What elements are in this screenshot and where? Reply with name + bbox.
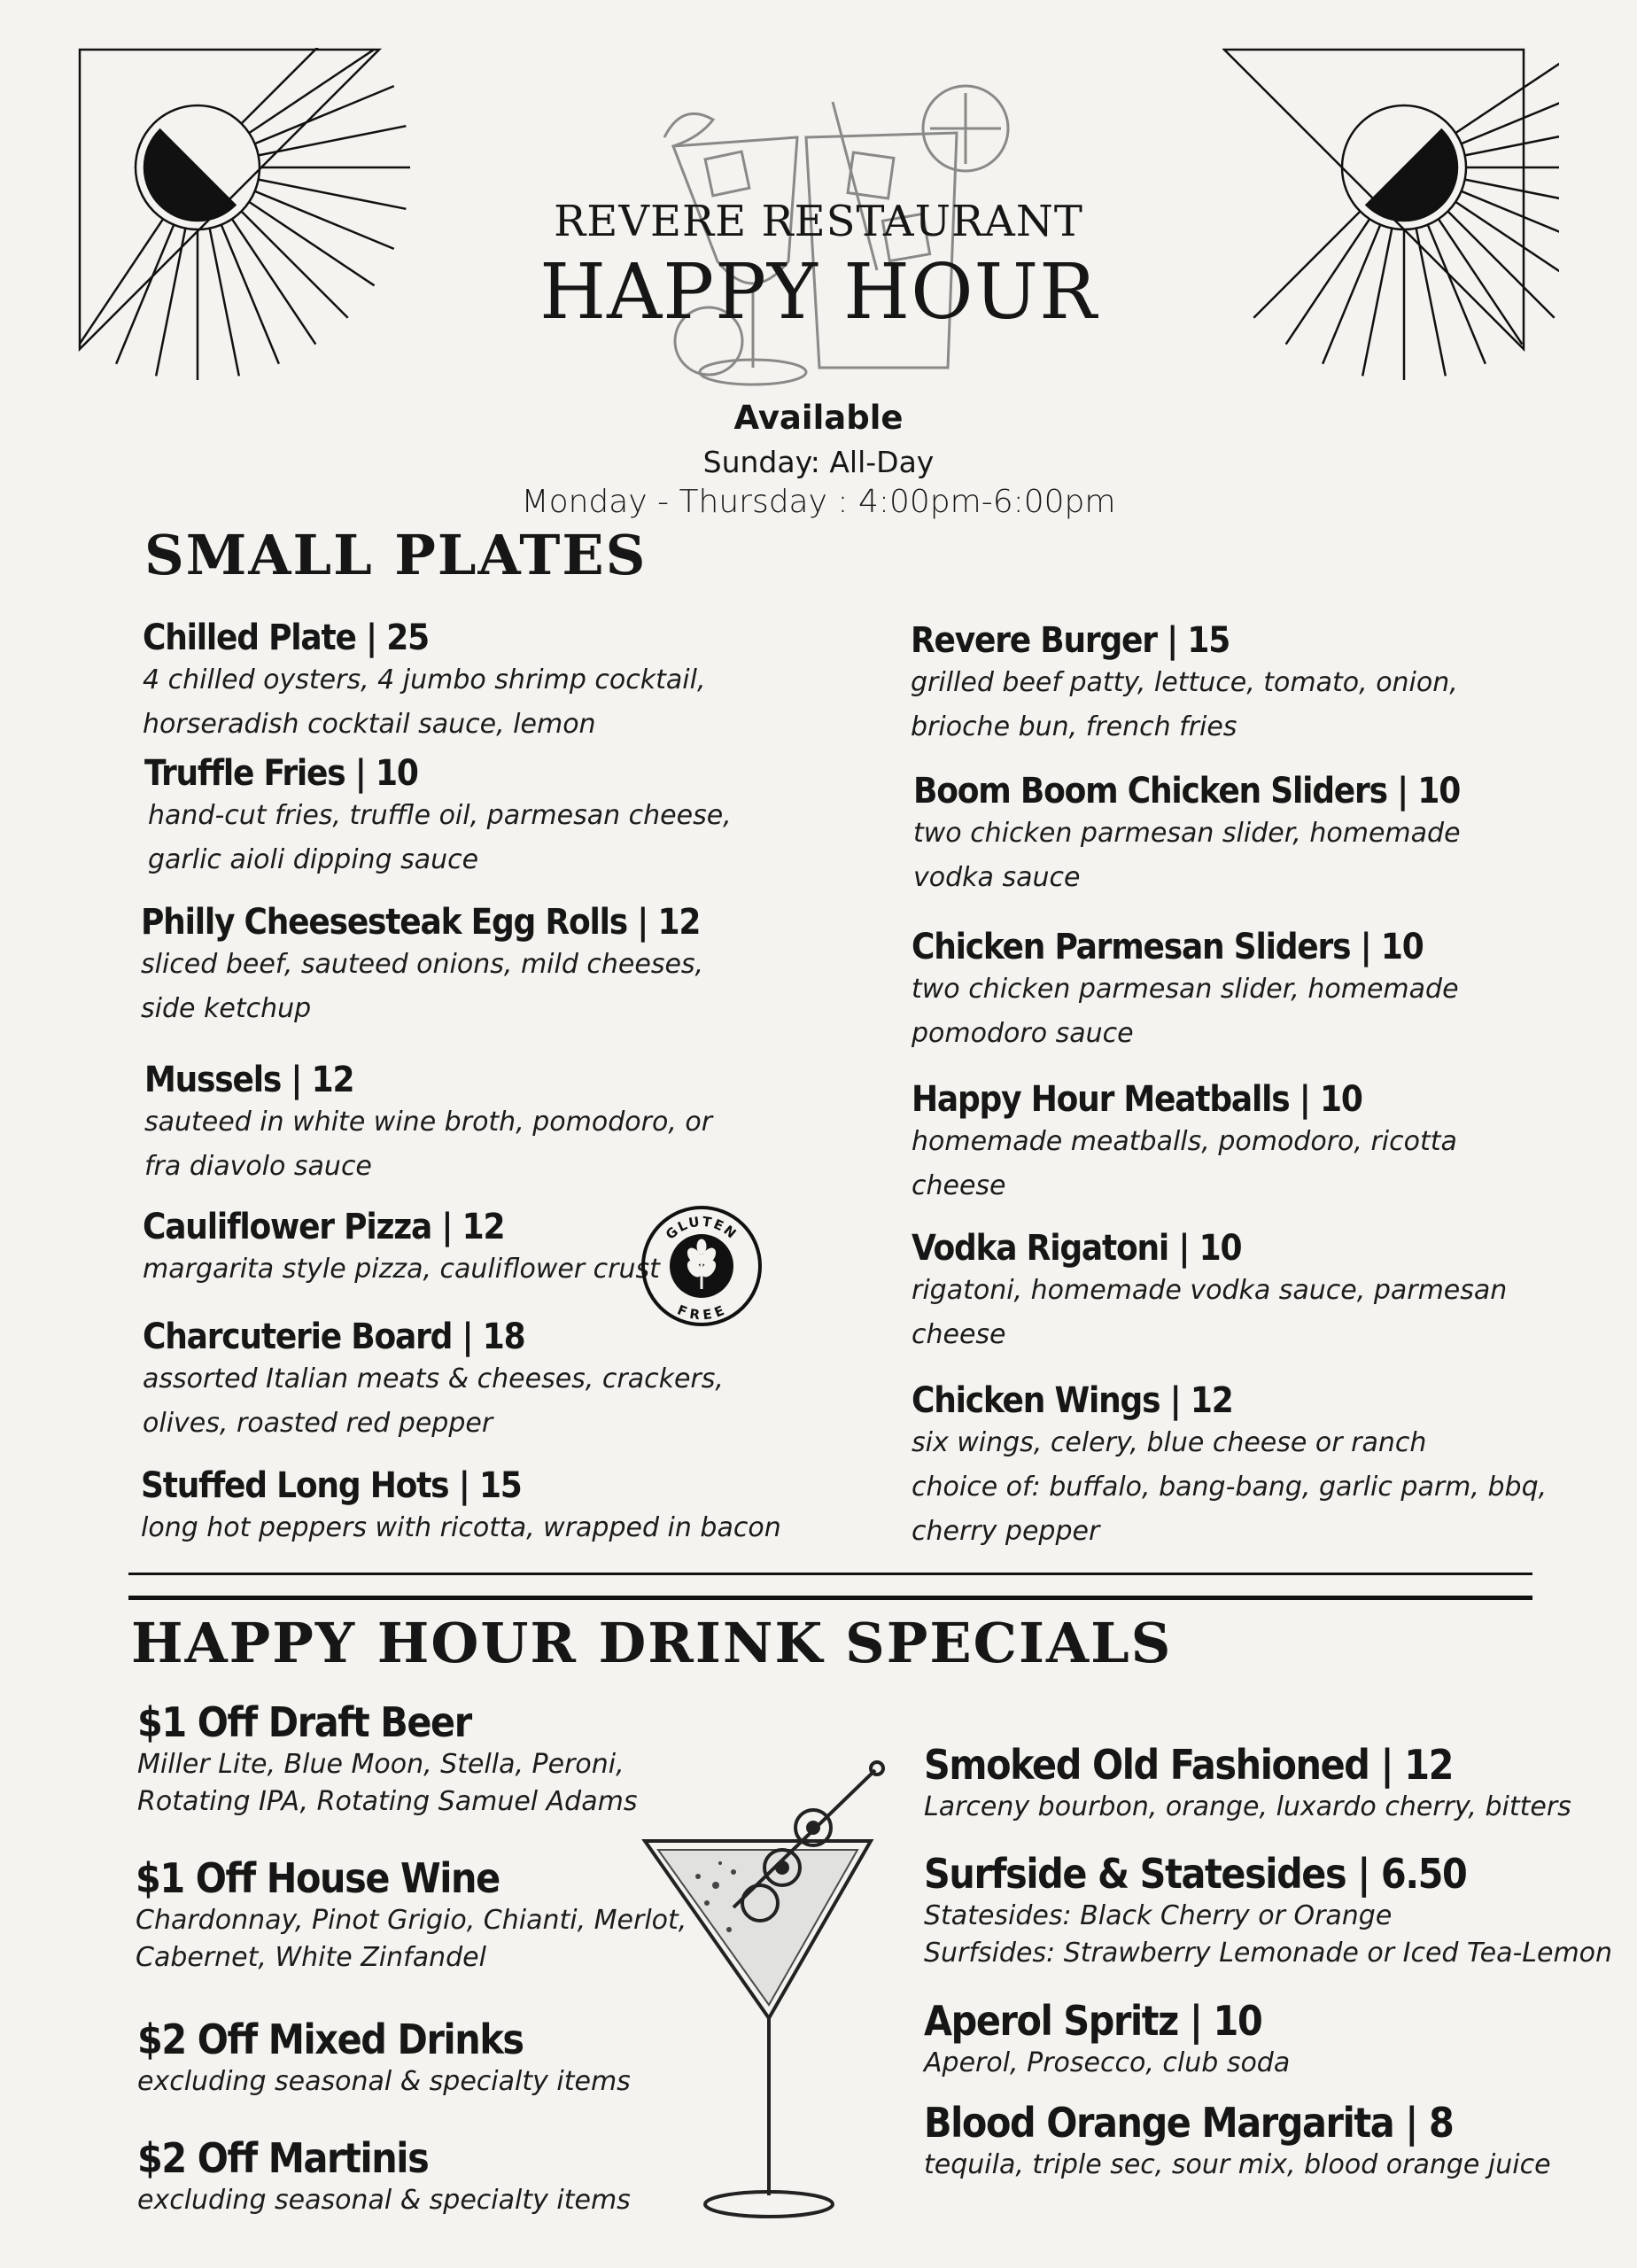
availability-weekdays: Monday - Thursday : 4:00pm-6:00pm [521, 484, 1116, 520]
item-desc: Cabernet, White Zinfandel [136, 1941, 486, 1973]
item-desc: brioche bun, french fries [911, 711, 1237, 742]
menu-item-revere-burger [911, 620, 1458, 750]
item-name: Chicken Wings | 12 [912, 1380, 1233, 1421]
section-divider [128, 1573, 1532, 1575]
item-name: $1 Off House Wine [136, 1854, 500, 1902]
item-desc: Statesides: Black Cherry or Orange [924, 1899, 1393, 1931]
item-name: Cauliflower Pizza | 12 [143, 1207, 505, 1247]
badge-text-bottom: FREE [674, 1301, 729, 1324]
item-desc: pomodoro sauce [912, 1018, 1134, 1049]
availability-label: Available [733, 399, 904, 437]
item-desc: horseradish cocktail sauce, lemon [143, 709, 596, 740]
item-name: Blood Orange Margarita | 8 [924, 2099, 1454, 2147]
drink-item-surfside-statesides [924, 1851, 1612, 1972]
item-desc: Aperol, Prosecco, club soda [924, 2047, 1291, 2078]
menu-item-truffle-fries [144, 753, 732, 882]
item-desc: two chicken parmesan slider, homemade [912, 974, 1459, 1005]
item-name: Boom Boom Chicken Sliders | 10 [913, 771, 1461, 812]
item-name: Happy Hour Meatballs | 10 [912, 1079, 1362, 1120]
item-desc: excluding seasonal & specialty items [137, 2065, 631, 2097]
menu-item-mussels [144, 1060, 712, 1189]
item-desc: cheese [912, 1170, 1006, 1201]
small-plates-heading: SMALL PLATES [144, 523, 648, 587]
item-desc: Miller Lite, Blue Moon, Stella, Peroni, [137, 1748, 625, 1780]
drink-item-aperol-spritz [924, 1998, 1290, 2082]
drink-item-smoked-old-fashioned [924, 1742, 1571, 1826]
item-desc: hand-cut fries, truffle oil, parmesan cheese, [148, 800, 732, 831]
item-name: Chilled Plate | 25 [143, 617, 429, 658]
item-desc: homemade meatballs, pomodoro, ricotta [912, 1126, 1457, 1157]
item-desc: long hot peppers with ricotta, wrapped in bacon [141, 1512, 781, 1543]
menu-item-vodka-rigatoni [912, 1228, 1507, 1357]
item-desc: excluding seasonal & specialty items [137, 2184, 631, 2216]
section-divider [128, 1596, 1532, 1600]
item-name: $2 Off Martinis [137, 2134, 429, 2182]
menu-item-chicken-parm-sliders [912, 927, 1459, 1056]
drink-item-draft-beer [137, 1699, 637, 1821]
item-name: Aperol Spritz | 10 [924, 1997, 1262, 2045]
item-name: Charcuterie Board | 18 [143, 1317, 525, 1357]
item-desc: Larceny bourbon, orange, luxardo cherry, bitters [924, 1790, 1571, 1822]
item-name: Philly Cheesesteak Egg Rolls | 12 [141, 902, 701, 943]
item-name: Mussels | 12 [144, 1060, 354, 1100]
item-desc: choice of: buffalo, bang-bang, garlic parm, bbq, [912, 1472, 1548, 1503]
item-name: Chicken Parmesan Sliders | 10 [912, 927, 1424, 967]
item-desc: Rotating IPA, Rotating Samuel Adams [137, 1785, 638, 1817]
item-desc: garlic aioli dipping sauce [148, 844, 479, 875]
item-name: Stuffed Long Hots | 15 [141, 1465, 522, 1506]
item-desc: sauteed in white wine broth, pomodoro, or [144, 1107, 713, 1138]
item-desc: assorted Italian meats & cheeses, crackers, [143, 1363, 724, 1394]
item-desc: rigatoni, homemade vodka sauce, parmesan [912, 1275, 1508, 1306]
item-name: $1 Off Draft Beer [137, 1698, 471, 1746]
menu-item-philly-egg-rolls [141, 902, 703, 1031]
item-desc: olives, roasted red pepper [143, 1408, 493, 1439]
badge-text-top: GLUTEN [662, 1213, 741, 1243]
martini-glass-illustration [636, 1752, 902, 2231]
item-name: Smoked Old Fashioned | 12 [924, 1741, 1454, 1789]
item-desc: Chardonnay, Pinot Grigio, Chianti, Merlot, [136, 1904, 687, 1936]
item-name: Surfside & Statesides | 6.50 [924, 1850, 1467, 1898]
availability-sunday: Sunday: All-Day [702, 445, 935, 479]
item-desc: margarita style pizza, cauliflower crust [143, 1254, 660, 1285]
item-name: Truffle Fries | 10 [144, 753, 418, 794]
menu-item-chilled-plate [143, 617, 705, 747]
restaurant-name: REVERE RESTAURANT [554, 197, 1083, 246]
menu-item-cauliflower-pizza [143, 1207, 660, 1292]
gluten-free-badge [640, 1205, 763, 1327]
item-desc: cherry pepper [912, 1516, 1100, 1547]
item-desc: two chicken parmesan slider, homemade [913, 818, 1461, 849]
item-desc: grilled beef patty, lettuce, tomato, onion, [911, 667, 1458, 698]
item-name: Revere Burger | 15 [911, 620, 1230, 661]
item-desc: Surfsides: Strawberry Lemonade or Iced Tea-Lemon [924, 1937, 1613, 1969]
item-name: Vodka Rigatoni | 10 [912, 1228, 1242, 1269]
item-desc: cheese [912, 1319, 1006, 1350]
drink-specials-heading: HAPPY HOUR DRINK SPECIALS [131, 1611, 1173, 1675]
menu-item-chicken-wings [912, 1380, 1547, 1554]
menu-item-charcuterie-board [143, 1317, 724, 1446]
menu-item-stuffed-long-hots [141, 1465, 781, 1550]
item-desc: vodka sauce [913, 862, 1081, 893]
item-desc: side ketchup [141, 993, 312, 1024]
drink-item-martinis [137, 2135, 631, 2219]
drink-item-house-wine [136, 1855, 687, 1977]
item-desc: tequila, triple sec, sour mix, blood orange juice [924, 2148, 1551, 2180]
item-name: $2 Off Mixed Drinks [137, 2016, 524, 2063]
item-desc: six wings, celery, blue cheese or ranch [912, 1427, 1427, 1458]
menu-item-meatballs [912, 1079, 1457, 1208]
item-desc: fra diavolo sauce [144, 1151, 372, 1182]
item-desc: sliced beef, sauteed onions, mild cheeses, [141, 949, 704, 980]
drink-item-mixed-drinks [137, 2016, 631, 2101]
item-desc: 4 chilled oysters, 4 jumbo shrimp cocktail, [143, 664, 706, 695]
page-title: HAPPY HOUR [539, 248, 1098, 337]
drink-item-blood-orange-margarita [924, 2100, 1551, 2184]
menu-item-boom-boom-sliders [913, 771, 1461, 900]
